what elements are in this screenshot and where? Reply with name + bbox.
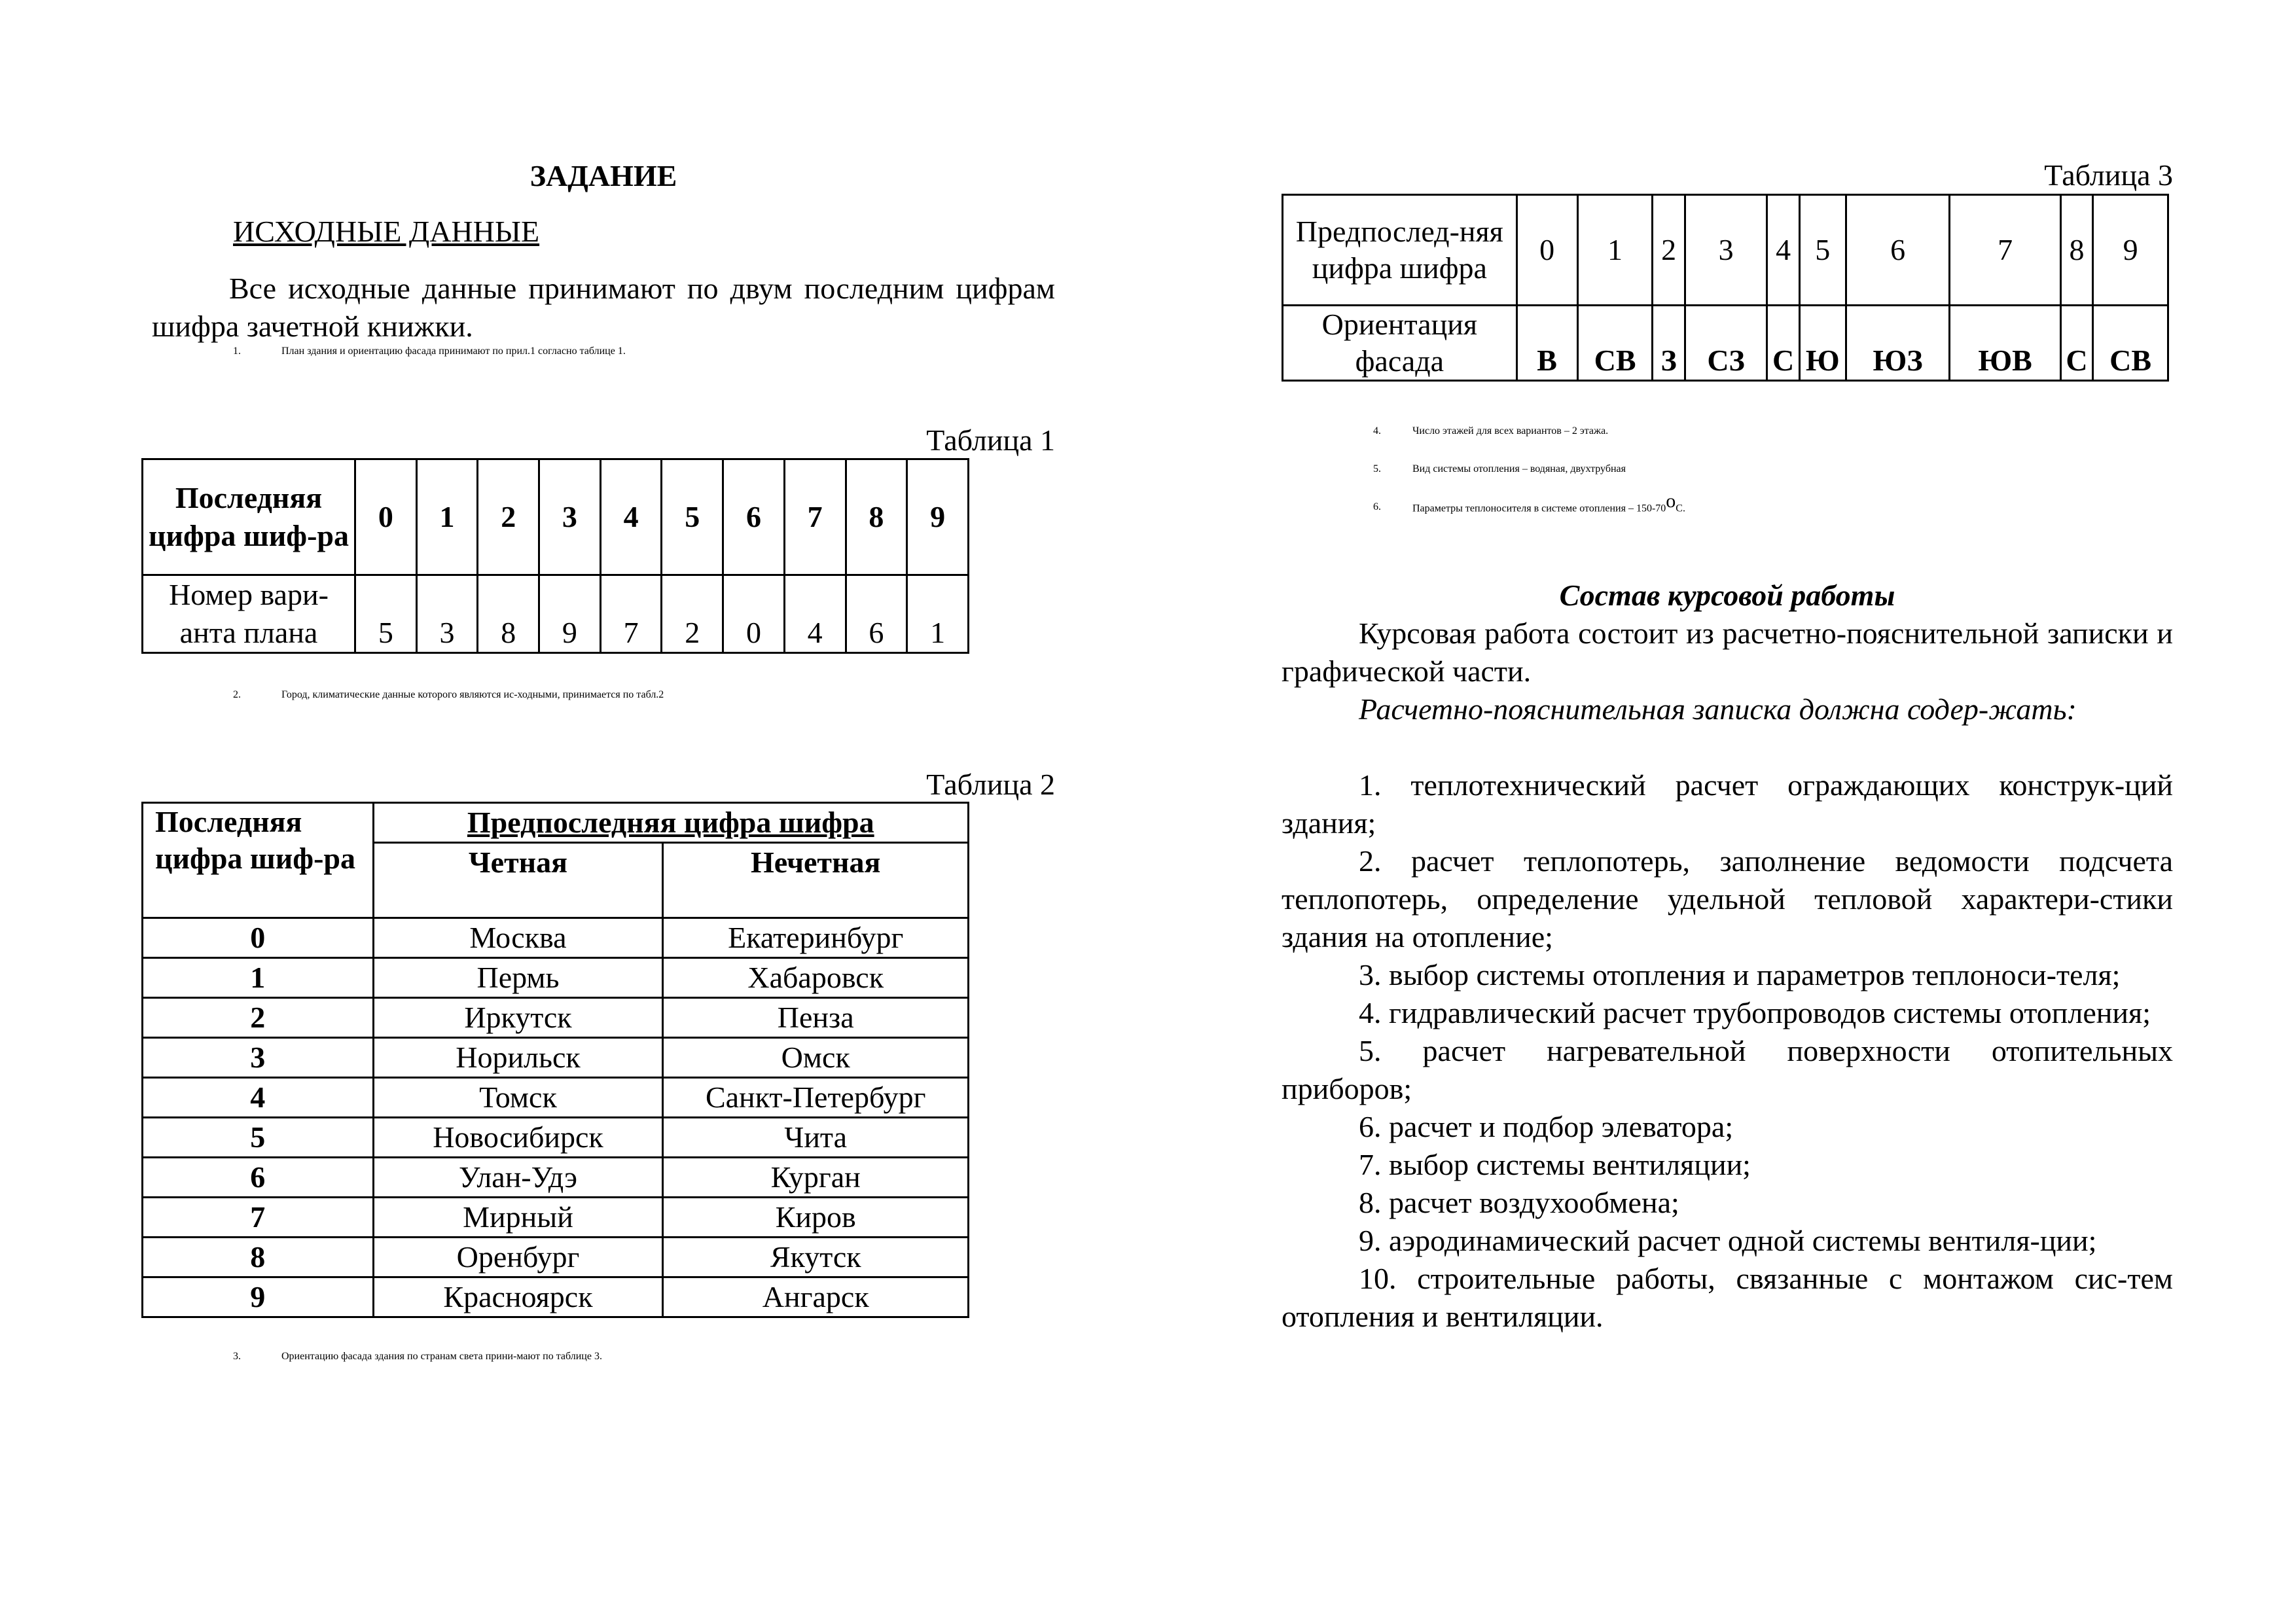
degree-sign: o [1666,490,1676,512]
table-cell: 9 [539,575,601,653]
table-cell: 5 [355,575,417,653]
table2-odd-header: Нечетная [663,843,969,918]
page-title: ЗАДАНИЕ [529,159,677,192]
table-cell: 7 [600,575,662,653]
section-intro: Курсовая работа состоит из расчетно-пояснительной записки и графической части. [1282,616,2173,688]
list-item: 3. выбор системы отопления и параметров теплоноси-теля; [1359,958,2121,991]
list-text: Вид системы отопления – водяная, двухтрубная [1412,463,1626,474]
list-item: 7. выбор системы вентиляции; [1359,1148,1751,1181]
table-cell: Пермь [373,958,663,998]
table-row [143,575,969,653]
table-row [1283,195,2168,306]
intro-paragraph: Все исходные данные принимают по двум последним цифрам шифра зачетной книжки. [152,272,1055,343]
list-item-1 [152,346,1055,357]
table-row [143,1277,969,1317]
table-cell: 2 [143,998,374,1038]
table-cell: 2 [478,459,539,575]
table1-row2-header: Номер вари-анта плана [143,575,355,653]
table-cell: Оренбург [373,1238,663,1277]
table-cell: 6 [846,575,907,653]
table-cell: СЗ [1685,306,1767,381]
table-row [143,1118,969,1158]
table-cell: 5 [1799,195,1846,306]
table-cell: Москва [373,918,663,958]
list-item-3 [152,1351,1055,1363]
table2-corner-header: Последняя цифра шиф-ра [143,803,374,918]
list-text: Число этажей для всех вариантов – 2 этажа. [1412,425,1609,437]
list-item-4 [1282,425,2173,437]
table-cell: Якутск [663,1238,969,1277]
table3-row2-header: Ориентация фасада [1283,306,1517,381]
table-cell: Мирный [373,1198,663,1238]
table3-caption: Таблица 3 [2044,158,2173,192]
list-item-2 [152,689,1055,701]
table-cell: 3 [1685,195,1767,306]
table-cell: 1 [143,958,374,998]
table1-row1-header: Последняя цифра шиф-ра [143,459,355,575]
table-cell: 4 [600,459,662,575]
contents-list [1282,766,2173,1336]
table-cell: 6 [143,1158,374,1198]
list-item: 6. расчет и подбор элеватора; [1359,1110,1734,1143]
list-item: 10. строительные работы, связанные с монтажом сис-тем отопления и вентиляции. [1282,1262,2173,1333]
table-cell: З [1653,306,1685,381]
table-cell: Курган [663,1158,969,1198]
table-cell: ЮЗ [1846,306,1950,381]
table2-group-header: Предпоследняя цифра шифра [373,803,968,843]
list-number: 4. [1373,425,1381,437]
table-cell: Санкт-Петербург [663,1078,969,1118]
table-cell: 8 [2060,195,2092,306]
table-cell: 5 [143,1118,374,1158]
list-item: 8. расчет воздухообмена; [1359,1186,1679,1219]
table-cell: 6 [723,459,785,575]
table-cell: Норильск [373,1038,663,1078]
list-item: 1. теплотехнический расчет ограждающих конструк-ций здания; [1282,768,2173,840]
table-row [143,1038,969,1078]
table-cell: 4 [1767,195,1799,306]
table-cell: Красноярск [373,1277,663,1317]
table3-row1-header: Предпослед-няя цифра шифра [1283,195,1517,306]
list-item: 5. расчет нагревательной поверхности отопительных приборов; [1282,1034,2173,1105]
list-item-6 [1282,490,2173,514]
table2-caption: Таблица 2 [926,768,1055,801]
table-cell: СВ [1577,306,1653,381]
table-cell: Омск [663,1038,969,1078]
table-cell: 3 [416,575,478,653]
table-cell: С [2060,306,2092,381]
table-row [143,1238,969,1277]
table-cell: 0 [143,918,374,958]
note-lead: Расчетно-пояснительная записка должна содер-жать: [1359,692,2077,726]
table-cell: 8 [846,459,907,575]
table-cell: 4 [143,1078,374,1118]
table-cell: 6 [1846,195,1950,306]
table-row [143,803,969,843]
list-number: 3. [233,1351,241,1362]
table-cell: Улан-Удэ [373,1158,663,1198]
list-item: 4. гидравлический расчет трубопроводов системы отопления; [1359,996,2151,1029]
table-cell: 0 [355,459,417,575]
list-number: 1. [233,346,241,357]
table-cell: 4 [784,575,846,653]
section-subtitle: ИСХОДНЫЕ ДАННЫЕ [233,215,540,248]
table-1 [141,458,969,654]
table-cell: 5 [662,459,723,575]
table-row [143,918,969,958]
table-cell: 9 [907,459,969,575]
table-row [143,958,969,998]
table-cell: 8 [143,1238,374,1277]
table-cell: 1 [1577,195,1653,306]
table-cell: 7 [143,1198,374,1238]
table-cell: 1 [907,575,969,653]
table-cell: Киров [663,1198,969,1238]
table-cell: Ангарск [663,1277,969,1317]
table-row [143,1078,969,1118]
list-number: 5. [1373,463,1381,474]
list-text: План здания и ориентацию фасада принимают по прил.1 согласно таблице 1. [281,346,626,357]
table-cell: В [1516,306,1577,381]
table-cell: Пенза [663,998,969,1038]
table2-even-header: Четная [373,843,663,918]
table-cell: 3 [143,1038,374,1078]
table-cell: СВ [2093,306,2168,381]
table-row [143,1198,969,1238]
list-text: Ориентацию фасада здания по странам света прини-мают по таблице 3. [281,1351,602,1362]
table-cell: 9 [2093,195,2168,306]
table-cell: Хабаровск [663,958,969,998]
table-cell: Екатеринбург [663,918,969,958]
table1-caption: Таблица 1 [926,423,1055,457]
table-cell: ЮВ [1950,306,2061,381]
list-number: 6. [1373,501,1381,512]
table-cell: С [1767,306,1799,381]
table-cell: Ю [1799,306,1846,381]
table-cell: 2 [1653,195,1685,306]
list-number: 2. [233,689,241,700]
list-text: Параметры теплоносителя в системе отопления – 150-70 [1412,503,1666,514]
table-row [1283,306,2168,381]
table-cell: 1 [416,459,478,575]
table-row [143,459,969,575]
table-cell: 0 [723,575,785,653]
unit-text: С. [1676,503,1685,514]
table-row [143,1158,969,1198]
table-cell: 2 [662,575,723,653]
table-3 [1282,194,2169,382]
table-cell: Томск [373,1078,663,1118]
list-item: 9. аэродинамический расчет одной системы вентиля-ции; [1359,1224,2097,1257]
table-cell: 9 [143,1277,374,1317]
section-title: Состав курсовой работы [1559,579,1895,612]
table-cell: 7 [1950,195,2061,306]
list-item-5 [1282,463,2173,475]
table-cell: 3 [539,459,601,575]
table-row [143,998,969,1038]
list-item: 2. расчет теплопотерь, заполнение ведомости подсчета теплопотерь, определение удельной тепловой характери-стики здания на отопление; [1282,844,2173,954]
table-cell: 0 [1516,195,1577,306]
list-text: Город, климатические данные которого являются ис-ходными, принимается по табл.2 [281,689,664,700]
table-cell: 8 [478,575,539,653]
table-cell: 7 [784,459,846,575]
table-cell: Чита [663,1118,969,1158]
table-2 [141,802,969,1318]
table-cell: Иркутск [373,998,663,1038]
table-cell: Новосибирск [373,1118,663,1158]
